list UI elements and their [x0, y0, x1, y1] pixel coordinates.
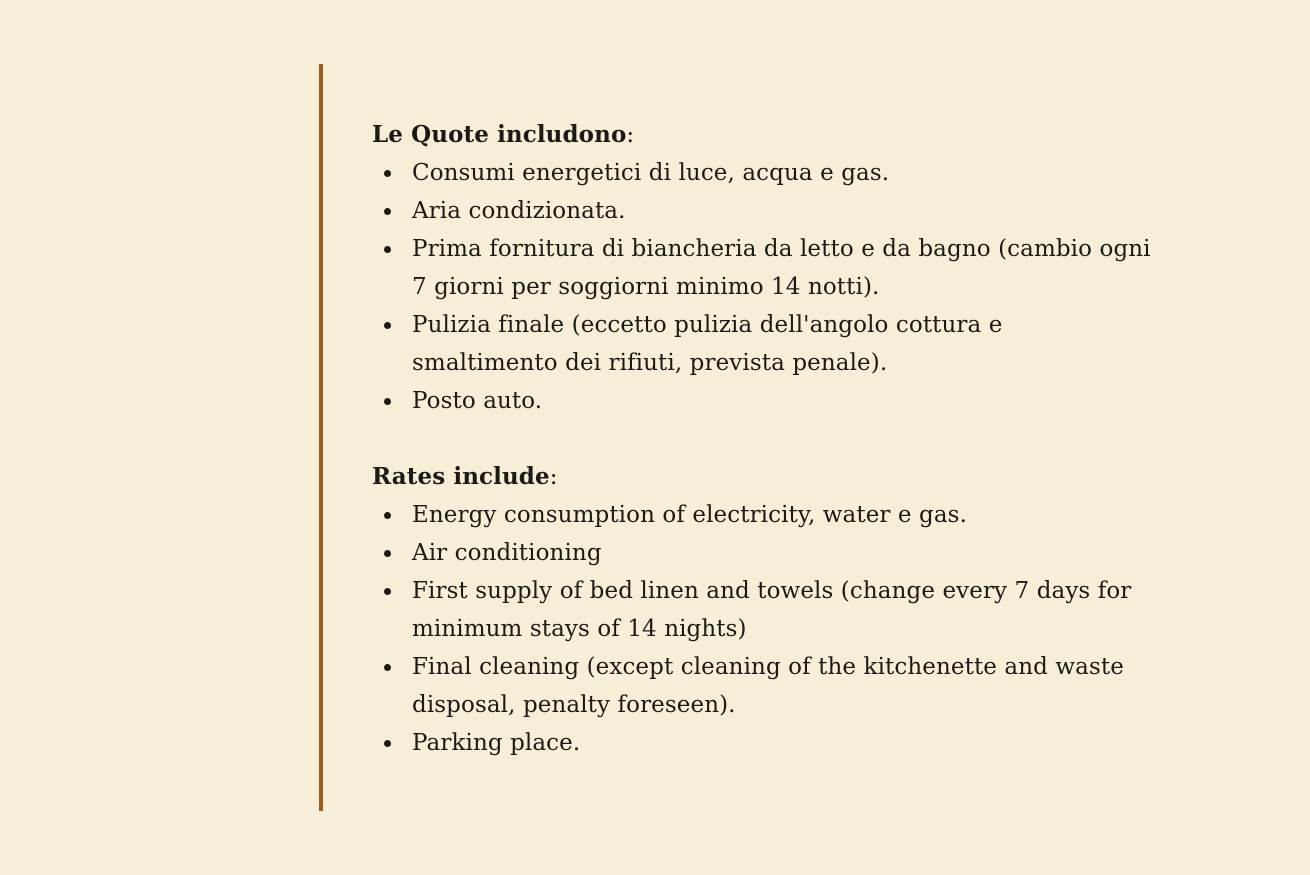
bullet-icon — [384, 512, 391, 519]
list-item-text: Energy consumption of electricity, water e gas. — [412, 502, 967, 528]
bullet-icon — [384, 170, 391, 177]
list-item-text: Final cleaning (except cleaning of the kitchenette and waste disposal, penalty foreseen). — [412, 654, 1124, 718]
section-spacer — [372, 420, 1272, 458]
list-item — [372, 572, 1242, 648]
section-title — [372, 458, 1272, 496]
list-item — [372, 154, 1172, 192]
list-item — [372, 724, 1242, 762]
list-item — [372, 306, 1092, 382]
bullet-icon — [384, 550, 391, 557]
list-item-text: Pulizia finale (eccetto pulizia dell'angolo cottura e smaltimento dei rifiuti, prevista penale). — [412, 312, 1003, 376]
inclusions-list — [372, 496, 1272, 762]
section-title — [372, 116, 1272, 154]
list-item-text: Posto auto. — [412, 388, 543, 414]
list-item-text: Parking place. — [412, 730, 581, 756]
list-item — [372, 382, 1172, 420]
list-item-text: Aria condizionata. — [412, 198, 626, 224]
bullet-icon — [384, 322, 391, 329]
bullet-icon — [384, 588, 391, 595]
list-item-text: Air conditioning — [412, 540, 602, 566]
section-title-text: Le Quote includono — [372, 121, 627, 148]
inclusions-content — [372, 116, 1272, 762]
list-item-text: First supply of bed linen and towels (change every 7 days for minimum stays of 14 nights) — [412, 578, 1132, 642]
list-item — [372, 496, 1242, 534]
bullet-icon — [384, 398, 391, 405]
accent-divider — [319, 64, 323, 811]
bullet-icon — [384, 664, 391, 671]
list-item — [372, 192, 1172, 230]
bullet-icon — [384, 246, 391, 253]
section-title-text: Rates include — [372, 463, 550, 490]
inclusions-list — [372, 154, 1272, 420]
list-item-text: Prima fornitura di biancheria da letto e da bagno (cambio ogni 7 giorni per soggiorni minimo 14 notti). — [412, 236, 1151, 300]
list-item — [372, 648, 1222, 724]
bullet-icon — [384, 208, 391, 215]
section-title-colon: : — [626, 122, 635, 148]
list-item-text: Consumi energetici di luce, acqua e gas. — [412, 160, 890, 186]
italian-section — [372, 116, 1272, 420]
list-item — [372, 230, 1172, 306]
section-title-colon: : — [549, 464, 558, 490]
bullet-icon — [384, 740, 391, 747]
english-section — [372, 458, 1272, 762]
list-item — [372, 534, 1242, 572]
